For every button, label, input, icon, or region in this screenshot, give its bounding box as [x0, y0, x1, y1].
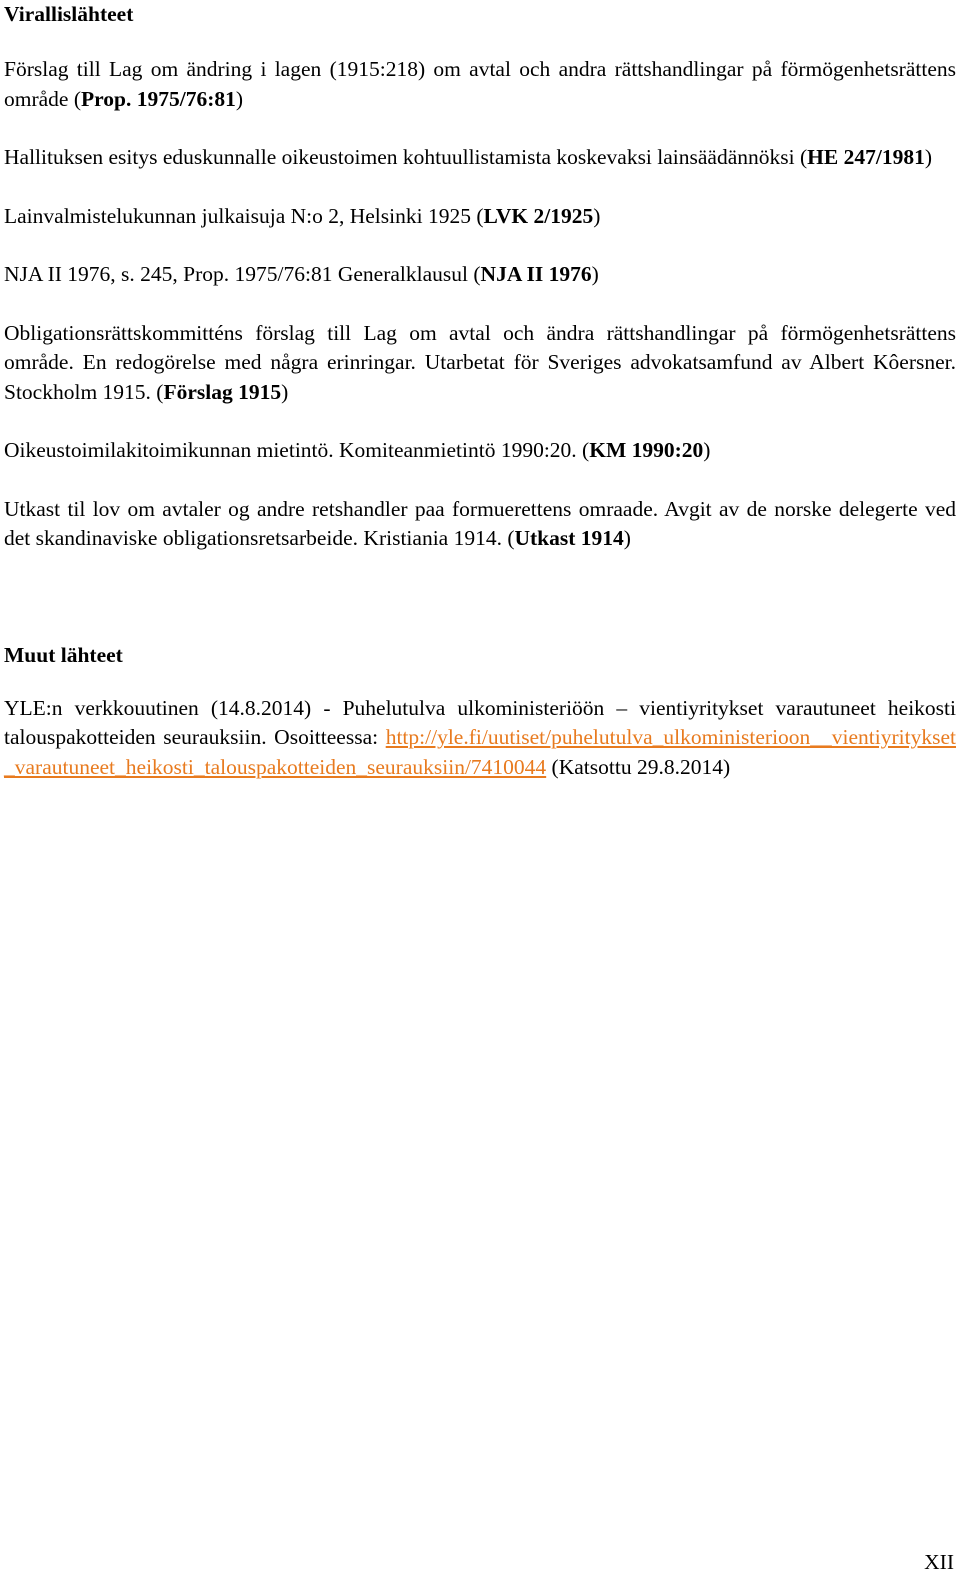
- entry-abbreviation: Förslag 1915: [163, 379, 282, 404]
- source-entry: [4, 55, 956, 114]
- source-entry: [4, 143, 956, 173]
- source-entry: [4, 495, 956, 554]
- entry-closing: ): [703, 438, 711, 462]
- entry-text: Utkast til lov om avtaler og andre retshandler paa formuerettens omraade. Avgit av de norske delegerte ved det skandinaviske obligationsretsarbeide. Kristiania 1914. (: [4, 496, 956, 550]
- source-link[interactable]: http://yle.fi/uutiset/puhelutulva_ulkoministerioon__vientiyritykset_varautuneet_heikosti_talouspakotteiden_seurauksiin/7410044: [4, 725, 956, 779]
- source-entry: [4, 694, 956, 783]
- entry-text: Obligationsrättskommitténs förslag till Lag om avtal och ändra rättshandlingar på förmögenhetsrättens område. En redogörelse med några erinringar. Utarbetat för Sveriges advokatsamfund av Albert Kôersner. Stockholm 1915. (: [4, 320, 956, 404]
- entry-text: Oikeustoimilakitoimikunnan mietintö. Komiteanmietintö 1990:20. (: [4, 438, 590, 462]
- entry-text: Förslag till Lag om ändring i lagen (1915:218) om avtal och andra rättshandlingar på förmögenhetsrättens område (: [4, 57, 956, 111]
- entry-abbreviation: LVK 2/1925: [483, 203, 594, 228]
- entry-abbreviation: NJA II 1976: [480, 262, 592, 286]
- source-entry: [4, 260, 956, 290]
- entry-closing: ): [924, 145, 932, 169]
- entry-closing: ): [235, 86, 244, 111]
- entry-abbreviation: Prop. 1975/76:81: [81, 86, 236, 111]
- entry-abbreviation: Utkast 1914: [514, 526, 624, 550]
- entry-closing: ): [591, 262, 599, 286]
- entry-abbreviation: KM 1990:20: [589, 438, 704, 462]
- page-number: XII: [924, 1550, 954, 1574]
- entry-closing: ): [623, 526, 631, 550]
- entry-closing: ): [593, 203, 601, 228]
- entry-closing: ): [281, 379, 289, 404]
- entry-abbreviation: HE 247/1981: [807, 145, 925, 169]
- source-entry: [4, 436, 956, 466]
- entry-text: Lainvalmistelukunnan julkaisuja N:o 2, Helsinki 1925 (: [4, 203, 484, 228]
- document-page: [4, 0, 956, 782]
- heading-other-sources: Muut lähteet: [4, 642, 123, 667]
- source-entry: [4, 202, 956, 232]
- heading-official-sources: Virallislähteet: [4, 2, 134, 26]
- entry-text: Hallituksen esitys eduskunnalle oikeustoimen kohtuullistamista koskevaksi lainsäädännöksi (: [4, 145, 808, 169]
- entry-text: NJA II 1976, s. 245, Prop. 1975/76:81 Generalklausul (: [4, 262, 481, 286]
- entry-accessed-date: (Katsottu 29.8.2014): [546, 754, 731, 779]
- source-entry: [4, 319, 956, 408]
- entry-text: YLE:n verkkouutinen (14.8.2014) - Puhelutulva ulkoministeriöön – vientiyritykset varautuneet heikosti talouspakotteiden seurauksiin. Osoitteessa:: [4, 695, 956, 749]
